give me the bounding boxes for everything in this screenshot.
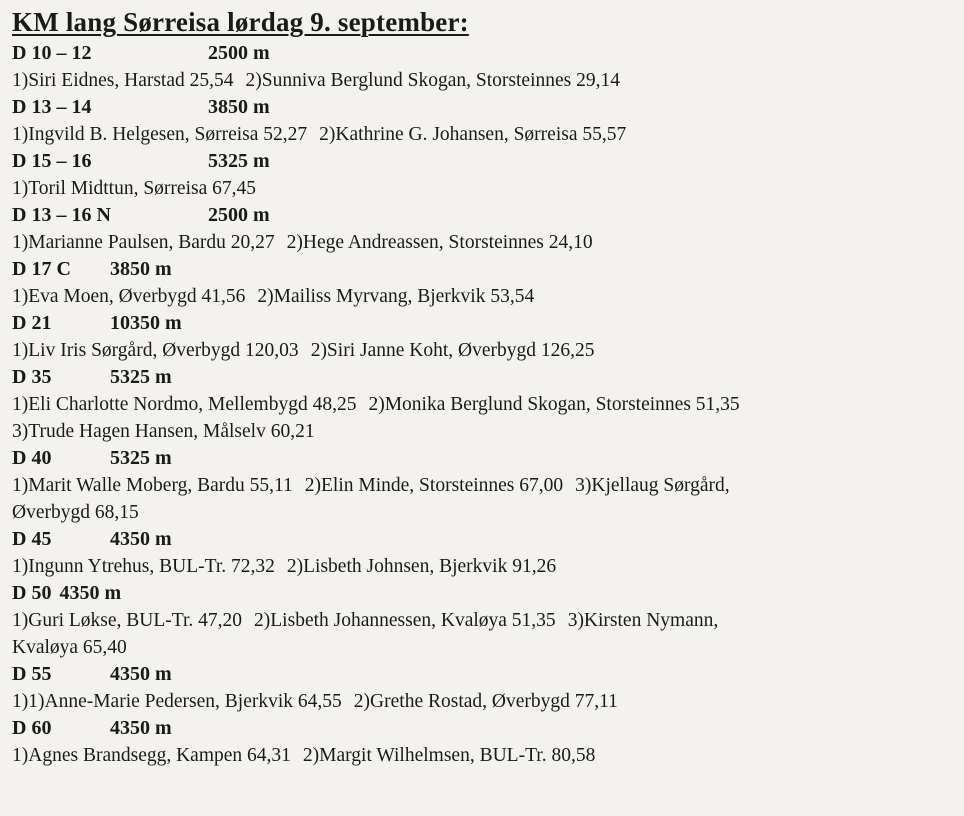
class-name: D 17 C bbox=[12, 258, 71, 280]
result-line bbox=[12, 175, 958, 202]
result-entry: 2)Mailiss Myrvang, Bjerkvik 53,54 bbox=[257, 286, 535, 307]
result-entry: 1)Marit Walle Moberg, Bardu 55,11 bbox=[12, 475, 293, 496]
class-distance: 10350 m bbox=[110, 312, 182, 334]
result-entry: 3)Kjellaug Sørgård, bbox=[575, 475, 730, 496]
result-entry: 2)Sunniva Berglund Skogan, Storsteinnes 29,14 bbox=[245, 70, 620, 91]
class-name: D 45 bbox=[12, 528, 52, 550]
class-heading bbox=[12, 202, 958, 229]
result-entry: 1)Ingunn Ytrehus, BUL-Tr. 72,32 bbox=[12, 556, 275, 577]
class-distance: 4350 m bbox=[110, 717, 172, 739]
class-name: D 40 bbox=[12, 447, 52, 469]
result-entry: 2)Hege Andreassen, Storsteinnes 24,10 bbox=[286, 232, 593, 253]
class-heading bbox=[12, 364, 958, 391]
class-name: D 15 – 16 bbox=[12, 150, 92, 172]
result-entry: 1)Guri Løkse, BUL-Tr. 47,20 bbox=[12, 610, 243, 631]
result-entry: 1)Liv Iris Sørgård, Øverbygd 120,03 bbox=[12, 340, 299, 361]
result-entry: 1)Toril Midttun, Sørreisa 67,45 bbox=[12, 178, 256, 199]
result-line bbox=[12, 499, 958, 526]
result-line bbox=[12, 607, 958, 634]
class-name: D 50 bbox=[12, 582, 52, 604]
result-entry: 2)Siri Janne Koht, Øverbygd 126,25 bbox=[310, 340, 595, 361]
result-entry: 3)Kirsten Nymann, bbox=[567, 610, 719, 631]
class-distance: 4350 m bbox=[110, 528, 172, 550]
class-heading bbox=[12, 256, 958, 283]
result-entry: 1)Marianne Paulsen, Bardu 20,27 bbox=[12, 232, 275, 253]
result-line bbox=[12, 472, 958, 499]
result-line bbox=[12, 688, 958, 715]
class-heading bbox=[12, 580, 958, 607]
result-entry: 1)Agnes Brandsegg, Kampen 64,31 bbox=[12, 745, 291, 766]
result-entry: 2)Lisbeth Johannessen, Kvaløya 51,35 bbox=[254, 610, 556, 631]
class-heading bbox=[12, 94, 958, 121]
result-line bbox=[12, 418, 958, 445]
result-entry: Øverbygd 68,15 bbox=[12, 502, 139, 523]
result-line bbox=[12, 634, 958, 661]
result-line bbox=[12, 121, 958, 148]
class-heading bbox=[12, 310, 958, 337]
class-distance: 3850 m bbox=[110, 258, 172, 280]
result-entry: 2)Lisbeth Johnsen, Bjerkvik 91,26 bbox=[286, 556, 557, 577]
class-distance: 2500 m bbox=[208, 42, 270, 64]
result-line bbox=[12, 391, 958, 418]
class-heading bbox=[12, 148, 958, 175]
article-title: KM lang Sørreisa lørdag 9. september: bbox=[12, 7, 469, 37]
result-line bbox=[12, 67, 958, 94]
class-heading bbox=[12, 715, 958, 742]
result-entry: 1)Eli Charlotte Nordmo, Mellembygd 48,25 bbox=[12, 394, 357, 415]
result-entry: Kvaløya 65,40 bbox=[12, 637, 127, 658]
result-entry: 2)Margit Wilhelmsen, BUL-Tr. 80,58 bbox=[302, 745, 596, 766]
result-line bbox=[12, 337, 958, 364]
result-entry: 2)Monika Berglund Skogan, Storsteinnes 51,35 bbox=[368, 394, 740, 415]
class-distance: 5325 m bbox=[208, 150, 270, 172]
class-name: D 10 – 12 bbox=[12, 42, 92, 64]
class-distance: 5325 m bbox=[110, 366, 172, 388]
results-article bbox=[12, 6, 958, 769]
class-name: D 60 bbox=[12, 717, 52, 739]
class-heading bbox=[12, 661, 958, 688]
results-list bbox=[12, 40, 958, 769]
result-line bbox=[12, 283, 958, 310]
result-entry: 1)Siri Eidnes, Harstad 25,54 bbox=[12, 70, 234, 91]
class-name: D 21 bbox=[12, 312, 52, 334]
result-entry: 2)Kathrine G. Johansen, Sørreisa 55,57 bbox=[319, 124, 627, 145]
class-heading bbox=[12, 445, 958, 472]
result-entry: 1)1)Anne-Marie Pedersen, Bjerkvik 64,55 bbox=[12, 691, 342, 712]
class-heading bbox=[12, 526, 958, 553]
class-name: D 13 – 16 N bbox=[12, 204, 111, 226]
class-distance: 4350 m bbox=[110, 663, 172, 685]
result-entry: 2)Grethe Rostad, Øverbygd 77,11 bbox=[353, 691, 618, 712]
class-name: D 35 bbox=[12, 366, 52, 388]
result-entry: 2)Elin Minde, Storsteinnes 67,00 bbox=[304, 475, 564, 496]
result-entry: 1)Eva Moen, Øverbygd 41,56 bbox=[12, 286, 246, 307]
class-distance: 4350 m bbox=[59, 582, 122, 604]
result-line bbox=[12, 553, 958, 580]
class-name: D 13 – 14 bbox=[12, 96, 92, 118]
result-entry: 3)Trude Hagen Hansen, Målselv 60,21 bbox=[12, 421, 315, 442]
class-name: D 55 bbox=[12, 663, 52, 685]
class-distance: 5325 m bbox=[110, 447, 172, 469]
class-heading bbox=[12, 40, 958, 67]
result-entry: 1)Ingvild B. Helgesen, Sørreisa 52,27 bbox=[12, 124, 308, 145]
class-distance: 3850 m bbox=[208, 96, 270, 118]
result-line bbox=[12, 742, 958, 769]
class-distance: 2500 m bbox=[208, 204, 270, 226]
result-line bbox=[12, 229, 958, 256]
